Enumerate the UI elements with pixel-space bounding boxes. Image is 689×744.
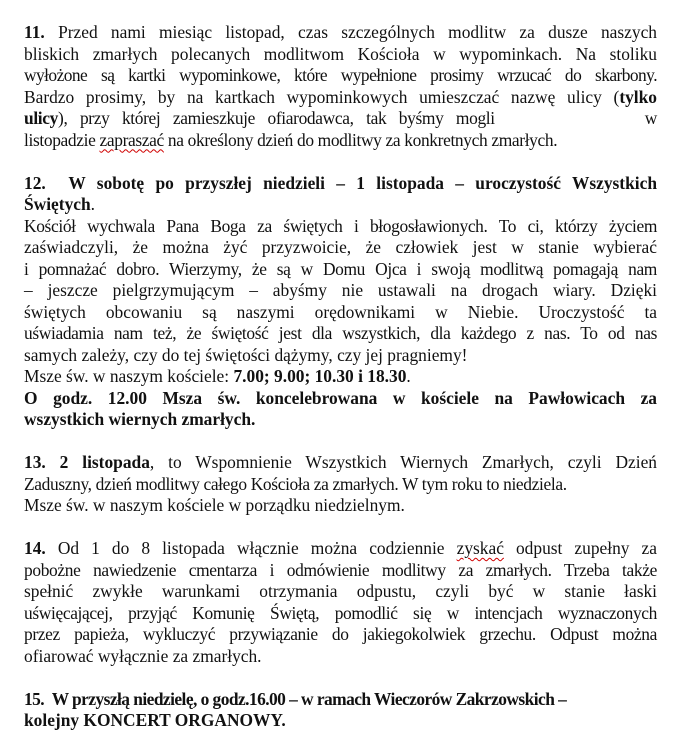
text-line: 11. Przed nami miesiąc listopad, czas szczególnych modlitw za dusze naszych [24,22,657,42]
text-line: Kościół wychwala Pana Boga za świętych i błogosławionych. To ci, którzy życiem [24,215,657,236]
special-mass-line: O godz. 12.00 Msza św. koncelebrowana w kościele na Pawłowicach za [24,387,657,408]
text-line: kolejny KONCERT ORGANOWY. [24,710,286,730]
announcement-heading: W sobotę po przyszłej niedzieli – 1 listopada – uroczystość Wszystkich [68,172,657,193]
document-page [24,22,657,732]
text-line: ulicy), przy której zamieszkuje ofiarodawca, tak byśmy mogli w [24,108,657,128]
announcement-15 [24,689,657,732]
text-line: ofiarować wyłącznie za zmarłych. [24,645,262,666]
announcement-12 [24,173,657,431]
mass-times-line: Msze św. w naszym kościele: 7.00; 9.00; 10.30 i 18.30. [24,366,411,386]
text-line: 13. 2 listopada, to Wspomnienie Wszystkich Wiernych Zmarłych, czyli Dzień [24,452,657,472]
paragraph-spacer [24,151,657,173]
text-line: bliskich zmarłych polecanych modlitwom Kościoła w wypominkach. Na stoliku [24,43,657,64]
text-line: świętych obcowaniu są naszymi orędownikami w Niebie. Uroczystość ta [24,301,657,322]
heading-line [24,173,657,195]
text-line: uświęcającej, przyjąć Komunię Świętą, pomodlić się w intencjach wyznaczonych [24,602,657,623]
text-line: zaświadczyli, że można żyć przyzwoicie, że człowiek jest w stanie wybierać [24,237,657,257]
heading-line: Świętych. [24,194,96,214]
item-number: 14. [24,538,46,558]
item-number: 15. [24,688,45,709]
text-line: Msze św. w naszym kościele w porządku niedzielnym. [24,495,405,515]
paragraph-spacer [24,431,657,453]
text-line: listopadzie zapraszać na określony dzień do modlitwy za konkretnych zmarłych. [24,129,558,150]
paragraph-spacer [24,517,657,539]
text-line: i pomnażać dobro. Wierzymy, że są w Domu Ojca i swoją modlitwą pomagają nam [24,258,657,279]
text-line: wyłożone są kartki wypominkowe, które wypełnione prosimy wrzucać do skarbony. [24,65,657,85]
item-number: 12. [24,172,46,193]
text-line: – jeszcze pielgrzymującym – abyśmy nie ustawali na drogach wiary. Dzięki [24,280,657,300]
text-line: 15. W przyszłą niedzielę, o godz.16.00 – w ramach Wieczorów Zakrzowskich – [24,688,567,709]
text-line: pobożne nawiedzenie cmentarza i odmówienie modlitwy za zmarłych. Trzeba także [24,559,657,580]
text-line: samych zależy, czy do tej świętości dążymy, czy jej pragniemy! [24,344,468,365]
text-line: spełnić zwykłe warunkami otrzymania odpustu, czyli być w stanie łaski [24,581,657,601]
text-line: Bardzo prosimy, by na kartkach wypominkowych umieszczać nazwę ulicy (tylko [24,86,657,107]
text-line: 14. Od 1 do 8 listopada włącznie można codziennie zyskać odpust zupełny za [24,538,657,558]
text-line: uświadamia nam też, że świętość jest dla wszystkich, dla każdego z nas. To od nas [24,323,657,343]
item-number: 11. [24,22,45,42]
announcement-13 [24,452,657,517]
paragraph-spacer [24,667,657,689]
item-number: 13. [24,452,46,472]
mass-times: 7.00; 9.00; 10.30 i 18.30 [233,366,407,386]
text-line: Zaduszny, dzień modlitwy całego Kościoła za zmarłych. W tym roku to niedziela. [24,473,567,494]
text-line: przez papieża, wykluczyć przywiązanie do jakiegokolwiek grzechu. Odpust można [24,624,657,644]
announcement-11 [24,22,657,151]
special-mass-line: wszystkich wiernych zmarłych. [24,409,256,429]
date-lead: 2 listopada [59,452,150,472]
announcement-14 [24,538,657,667]
spellcheck-flagged-word[interactable]: zapraszać [99,129,164,150]
spellcheck-flagged-word[interactable]: zyskać [456,538,504,558]
